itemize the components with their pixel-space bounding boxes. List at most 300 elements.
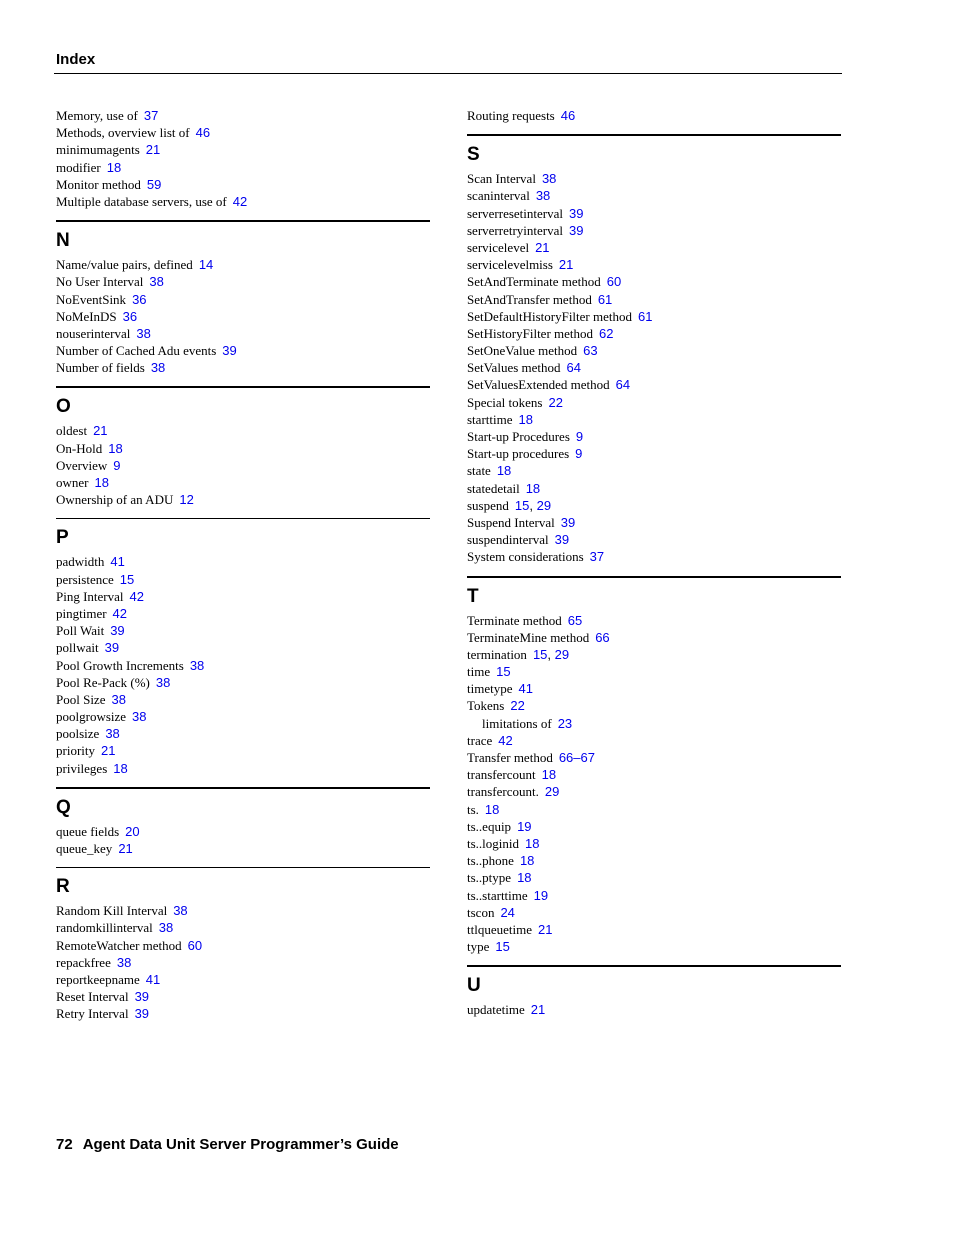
index-column-left bbox=[56, 107, 430, 1023]
page-refs bbox=[599, 326, 613, 341]
page-link[interactable]: 18 bbox=[496, 463, 512, 479]
page-refs bbox=[159, 920, 173, 935]
section-letter-p: P bbox=[56, 527, 69, 549]
page-link[interactable]: 66–67 bbox=[558, 750, 595, 765]
index-entry bbox=[56, 553, 430, 570]
index-entry bbox=[467, 646, 841, 663]
index-term: padwidth bbox=[56, 554, 105, 570]
page-link[interactable]: 41 bbox=[518, 681, 533, 697]
index-term: NoEventSink bbox=[56, 291, 127, 307]
index-term: Memory, use of bbox=[56, 108, 138, 123]
page-refs bbox=[130, 589, 144, 604]
page-link[interactable]: 62 bbox=[599, 325, 614, 341]
page-link[interactable]: 41 bbox=[110, 554, 125, 570]
page-link[interactable]: 36 bbox=[122, 308, 138, 324]
index-entry bbox=[56, 588, 430, 605]
page-link[interactable]: 39 bbox=[110, 623, 125, 639]
page-link[interactable]: 41 bbox=[145, 971, 161, 987]
index-term: Number of fields bbox=[56, 360, 145, 376]
index-entry bbox=[56, 474, 430, 491]
page-link[interactable]: 19 bbox=[517, 818, 532, 834]
index-term: updatetime bbox=[467, 1002, 525, 1018]
page-link[interactable]: 21 bbox=[93, 423, 108, 439]
index-term: On-Hold bbox=[56, 440, 103, 456]
index-entry bbox=[467, 697, 841, 714]
page-refs bbox=[561, 515, 575, 530]
page-refs bbox=[132, 292, 146, 307]
page-refs bbox=[95, 475, 109, 490]
page-link[interactable]: 38 bbox=[136, 325, 151, 341]
page-link[interactable]: 64 bbox=[566, 360, 581, 376]
index-term: Tokens bbox=[467, 698, 505, 714]
index-column-right bbox=[467, 107, 841, 1018]
index-term: SetAndTransfer method bbox=[467, 291, 592, 307]
page-link[interactable]: 9 bbox=[113, 457, 121, 473]
page-refs bbox=[199, 257, 213, 272]
header-rule bbox=[54, 73, 842, 74]
index-term: RemoteWatcher method bbox=[56, 937, 182, 953]
index-term: Number of Cached Adu events bbox=[56, 343, 217, 359]
page-link[interactable]: 38 bbox=[155, 674, 171, 690]
index-entry bbox=[467, 239, 841, 256]
index-entry bbox=[467, 107, 841, 124]
index-entry bbox=[467, 342, 841, 359]
page-link[interactable]: 39 bbox=[560, 514, 576, 530]
index-term: SetDefaultHistoryFilter method bbox=[467, 308, 633, 324]
index-term: Retry Interval bbox=[56, 1006, 129, 1022]
index-term: trace bbox=[467, 732, 493, 748]
index-entry bbox=[467, 428, 841, 445]
page-refs bbox=[558, 716, 572, 731]
index-entry bbox=[467, 783, 841, 800]
page-link[interactable]: 39 bbox=[104, 640, 120, 656]
index-entry bbox=[467, 445, 841, 462]
page-refs bbox=[146, 142, 160, 157]
page-refs bbox=[93, 423, 107, 438]
page-link[interactable]: 15 bbox=[496, 664, 511, 680]
index-term: Scan Interval bbox=[467, 171, 536, 187]
index-entry bbox=[467, 480, 841, 497]
index-entry bbox=[56, 954, 430, 971]
index-entry bbox=[56, 691, 430, 708]
index-term: TerminateMine method bbox=[467, 629, 590, 645]
page-link[interactable]: 21 bbox=[558, 257, 574, 273]
index-entry bbox=[56, 840, 430, 857]
index-entry bbox=[467, 852, 841, 869]
section-rule bbox=[467, 576, 841, 578]
page-refs bbox=[135, 989, 149, 1004]
index-entry bbox=[56, 971, 430, 988]
index-entry bbox=[467, 548, 841, 565]
index-entry bbox=[56, 325, 430, 342]
page-link[interactable]: 39 bbox=[222, 343, 237, 359]
index-term: pollwait bbox=[56, 640, 99, 656]
page-link[interactable]: 59 bbox=[146, 176, 162, 192]
page-link[interactable]: 24 bbox=[500, 904, 515, 920]
index-entry bbox=[467, 1001, 841, 1018]
index-term: oldest bbox=[56, 423, 88, 439]
page-refs bbox=[595, 630, 609, 645]
page-refs bbox=[535, 240, 549, 255]
page-refs bbox=[123, 309, 137, 324]
index-entry bbox=[467, 308, 841, 325]
section-rule bbox=[467, 965, 841, 967]
page-link[interactable]: 39 bbox=[569, 205, 584, 221]
page-refs bbox=[555, 532, 569, 547]
index-entry bbox=[467, 938, 841, 955]
page-refs: 15, 29 bbox=[514, 497, 552, 513]
page-refs bbox=[132, 709, 146, 724]
index-entry bbox=[467, 359, 841, 376]
index-entry bbox=[56, 988, 430, 1005]
page-link[interactable]: 66 bbox=[595, 629, 610, 645]
index-term: queue_key bbox=[56, 841, 113, 856]
index-entry bbox=[56, 107, 430, 124]
index-entry bbox=[467, 818, 841, 835]
index-term: ts..starttime bbox=[467, 887, 528, 903]
page-refs bbox=[156, 675, 170, 690]
page-link[interactable]: 18 bbox=[94, 475, 109, 490]
index-entry bbox=[467, 531, 841, 548]
page-link[interactable]: 18 bbox=[525, 835, 540, 851]
page-refs bbox=[568, 613, 582, 628]
page-link[interactable]: 14 bbox=[198, 257, 214, 273]
page-refs bbox=[538, 922, 552, 937]
page-link[interactable]: 42 bbox=[129, 588, 144, 604]
index-entry bbox=[467, 394, 841, 411]
index-entry bbox=[467, 732, 841, 749]
page-link[interactable]: 38 bbox=[541, 171, 557, 187]
page-refs bbox=[179, 492, 193, 507]
page-refs bbox=[500, 905, 514, 920]
page-refs bbox=[146, 972, 160, 987]
index-term: Monitor method bbox=[56, 176, 141, 192]
page-refs bbox=[519, 412, 533, 427]
index-term: starttime bbox=[467, 411, 513, 427]
page-link[interactable]: 42 bbox=[498, 732, 513, 748]
index-term: SetHistoryFilter method bbox=[467, 325, 594, 341]
page-refs: 15, 29 bbox=[532, 646, 570, 662]
index-entry bbox=[467, 187, 841, 204]
index-term: timetype bbox=[467, 681, 513, 697]
page-refs bbox=[188, 938, 202, 953]
page-link[interactable]: 23 bbox=[557, 715, 573, 731]
index-entry bbox=[56, 639, 430, 656]
page-refs bbox=[105, 640, 119, 655]
index-entry bbox=[56, 605, 430, 622]
page-refs bbox=[583, 343, 597, 358]
index-entry bbox=[467, 411, 841, 428]
index-term: Start-up procedures bbox=[467, 446, 570, 462]
page-link[interactable]: 36 bbox=[132, 291, 147, 307]
page-refs bbox=[118, 841, 132, 856]
page-refs bbox=[510, 698, 524, 713]
page-refs bbox=[495, 939, 509, 954]
page-link[interactable]: 46 bbox=[560, 108, 576, 123]
index-entry bbox=[467, 921, 841, 938]
page-refs bbox=[559, 750, 595, 765]
page-link[interactable]: 9 bbox=[575, 429, 584, 444]
index-entry bbox=[56, 571, 430, 588]
index-entry bbox=[467, 497, 841, 514]
page-link[interactable]: 18 bbox=[519, 853, 535, 869]
index-term: type bbox=[467, 939, 490, 955]
page-link[interactable]: 29 bbox=[544, 784, 560, 800]
index-entry bbox=[467, 869, 841, 886]
index-entry bbox=[56, 674, 430, 691]
index-entry bbox=[56, 193, 430, 210]
index-term: pingtimer bbox=[56, 605, 107, 621]
page-link[interactable]: 18 bbox=[541, 767, 557, 783]
page-link[interactable]: 37 bbox=[589, 549, 605, 565]
index-term: repackfree bbox=[56, 954, 111, 970]
page-refs bbox=[222, 343, 236, 358]
page-link[interactable]: 18 bbox=[484, 801, 500, 817]
index-term: transfercount. bbox=[467, 784, 539, 800]
page-link[interactable]: 39 bbox=[554, 532, 570, 548]
page-link[interactable]: 63 bbox=[583, 343, 598, 359]
index-entry bbox=[467, 749, 841, 766]
index-term: limitations of bbox=[482, 715, 552, 731]
index-term: SetValuesExtended method bbox=[467, 377, 610, 393]
index-term: servicelevel bbox=[467, 239, 530, 255]
section-letter-u: U bbox=[467, 975, 481, 997]
index-term: Overview bbox=[56, 457, 108, 473]
index-term: SetValues method bbox=[467, 360, 561, 376]
page-link[interactable]: 60 bbox=[187, 937, 203, 953]
index-term: randomkillinterval bbox=[56, 920, 153, 936]
index-term: Pool Size bbox=[56, 691, 106, 707]
page-link[interactable]: 38 bbox=[173, 903, 188, 919]
index-term: ts..ptype bbox=[467, 870, 512, 886]
index-term: minimumagents bbox=[56, 142, 140, 158]
page-link[interactable]: 18 bbox=[113, 760, 128, 776]
index-entry bbox=[56, 176, 430, 193]
page-link[interactable]: 42 bbox=[232, 193, 248, 209]
page-refs bbox=[136, 326, 150, 341]
page-link[interactable]: 18 bbox=[108, 440, 123, 456]
page-link[interactable]: 19 bbox=[533, 887, 549, 903]
page-refs bbox=[569, 206, 583, 221]
page-refs bbox=[485, 802, 499, 817]
index-term: Start-up Procedures bbox=[467, 429, 570, 444]
page-link[interactable]: 21 bbox=[145, 142, 161, 158]
index-term: ts..loginid bbox=[467, 835, 520, 851]
page-link[interactable]: 20 bbox=[125, 823, 140, 839]
page-refs bbox=[113, 761, 127, 776]
index-entry bbox=[467, 376, 841, 393]
page-link[interactable]: 39 bbox=[134, 989, 150, 1005]
page-refs bbox=[519, 681, 533, 696]
page-link[interactable]: 61 bbox=[597, 291, 613, 307]
index-entry bbox=[56, 141, 430, 158]
index-entry bbox=[56, 491, 430, 508]
page-link[interactable]: 21 bbox=[101, 743, 116, 759]
page-link[interactable]: 65 bbox=[567, 612, 583, 628]
page-link[interactable]: 38 bbox=[116, 954, 132, 970]
section-rule bbox=[467, 134, 841, 136]
index-entry bbox=[467, 273, 841, 290]
index-term: suspend bbox=[467, 497, 509, 513]
page-link[interactable]: 15 bbox=[532, 646, 548, 662]
page-link[interactable]: 39 bbox=[569, 222, 584, 238]
index-entry bbox=[467, 801, 841, 818]
page-link[interactable]: 18 bbox=[518, 411, 533, 427]
index-term: serverretryinterval bbox=[467, 222, 564, 238]
index-term: Ownership of an ADU bbox=[56, 492, 174, 508]
index-term: Name/value pairs, defined bbox=[56, 257, 193, 273]
page-link[interactable]: 46 bbox=[195, 125, 211, 141]
page-refs bbox=[569, 223, 583, 238]
index-entry bbox=[467, 629, 841, 646]
index-term: ts. bbox=[467, 801, 479, 817]
page-refs bbox=[233, 194, 247, 209]
index-entry bbox=[56, 440, 430, 457]
page-link[interactable]: 38 bbox=[105, 726, 120, 742]
index-entry bbox=[56, 308, 430, 325]
page-link[interactable]: 21 bbox=[118, 841, 133, 856]
page-refs bbox=[111, 692, 125, 707]
page-link[interactable]: 15 bbox=[514, 497, 530, 513]
page-refs bbox=[526, 481, 540, 496]
index-term: transfercount bbox=[467, 767, 536, 783]
page-link[interactable]: 38 bbox=[149, 274, 164, 290]
index-entry bbox=[467, 325, 841, 342]
index-term: suspendinterval bbox=[467, 532, 549, 548]
index-term: reportkeepname bbox=[56, 971, 140, 987]
section-rule bbox=[56, 787, 430, 789]
page-link[interactable]: 37 bbox=[143, 108, 159, 123]
page-link[interactable]: 61 bbox=[638, 308, 653, 324]
page-link[interactable]: 15 bbox=[495, 939, 510, 955]
page-link[interactable]: 12 bbox=[179, 492, 194, 508]
index-term: Terminate method bbox=[467, 612, 562, 628]
page-refs bbox=[576, 429, 583, 444]
book-title: Agent Data Unit Server Programmer’s Guide bbox=[82, 1136, 399, 1153]
index-entry bbox=[56, 273, 430, 290]
page-refs bbox=[545, 784, 559, 799]
page-refs bbox=[105, 726, 119, 741]
index-entry bbox=[467, 222, 841, 239]
index-entry bbox=[56, 457, 430, 474]
index-entry bbox=[56, 1005, 430, 1022]
section-letter-q: Q bbox=[56, 796, 71, 818]
index-entry bbox=[467, 835, 841, 852]
index-entry bbox=[56, 291, 430, 308]
index-entry bbox=[467, 205, 841, 222]
index-term: persistence bbox=[56, 571, 114, 587]
section-rule bbox=[56, 518, 430, 519]
index-entry bbox=[56, 823, 430, 840]
page-refs bbox=[196, 125, 210, 140]
page-link[interactable]: 29 bbox=[536, 497, 552, 513]
page-refs bbox=[534, 888, 548, 903]
index-term: SetOneValue method bbox=[467, 343, 578, 359]
index-entry bbox=[56, 622, 430, 639]
page-footer bbox=[56, 1136, 399, 1153]
section-letter-t: T bbox=[467, 585, 479, 607]
page-link[interactable]: 64 bbox=[615, 377, 631, 393]
index-term: Ping Interval bbox=[56, 588, 124, 604]
page-refs bbox=[542, 767, 556, 782]
page-link[interactable]: 38 bbox=[132, 709, 147, 725]
index-entry bbox=[56, 937, 430, 954]
page-link[interactable]: 38 bbox=[189, 657, 205, 673]
index-term: Routing requests bbox=[467, 108, 555, 123]
page-link[interactable]: 22 bbox=[510, 698, 525, 714]
index-term: NoMeInDS bbox=[56, 308, 117, 324]
index-term: termination bbox=[467, 646, 527, 662]
page-refs bbox=[144, 108, 158, 123]
index-term: poolsize bbox=[56, 726, 100, 742]
page-refs bbox=[575, 446, 582, 461]
page-refs bbox=[607, 274, 621, 289]
page-link[interactable]: 21 bbox=[537, 921, 553, 937]
index-entry bbox=[467, 663, 841, 680]
page-link[interactable]: 21 bbox=[530, 1002, 546, 1018]
index-term: ts..equip bbox=[467, 818, 512, 834]
page-refs bbox=[190, 658, 204, 673]
index-entry bbox=[56, 342, 430, 359]
running-header-title: Index bbox=[56, 51, 96, 68]
index-term: time bbox=[467, 664, 491, 680]
page-refs bbox=[497, 463, 511, 478]
page-link[interactable]: 22 bbox=[548, 394, 563, 410]
page-refs bbox=[498, 733, 512, 748]
index-term: Special tokens bbox=[467, 394, 543, 410]
index-term: tscon bbox=[467, 904, 495, 920]
index-term: Pool Re-Pack (%) bbox=[56, 674, 150, 690]
page-link[interactable]: 18 bbox=[517, 870, 532, 886]
index-term: ts..phone bbox=[467, 853, 514, 869]
page-refs bbox=[135, 1006, 149, 1021]
page-number: 72 bbox=[56, 1136, 73, 1153]
page-link[interactable]: 42 bbox=[112, 605, 128, 621]
page-refs bbox=[173, 903, 187, 918]
index-term: serverresetinterval bbox=[467, 205, 564, 221]
page-refs bbox=[113, 606, 127, 621]
page-refs bbox=[531, 1002, 545, 1017]
index-term: scaninterval bbox=[467, 188, 530, 204]
index-term: nouserinterval bbox=[56, 325, 131, 341]
page-link[interactable]: 38 bbox=[111, 691, 126, 707]
page-link[interactable]: 38 bbox=[158, 920, 174, 936]
page-link[interactable]: 29 bbox=[554, 646, 570, 662]
index-term: SetAndTerminate method bbox=[467, 274, 601, 290]
page-refs bbox=[536, 188, 550, 203]
page-link[interactable]: 38 bbox=[535, 188, 551, 204]
index-term: System considerations bbox=[467, 549, 584, 565]
index-term: Multiple database servers, use of bbox=[56, 193, 227, 209]
page-refs bbox=[598, 292, 612, 307]
index-entry bbox=[56, 359, 430, 376]
page-link[interactable]: 9 bbox=[575, 446, 583, 462]
page-refs bbox=[638, 309, 652, 324]
section-letter-r: R bbox=[56, 876, 70, 898]
page-link[interactable]: 21 bbox=[535, 239, 550, 255]
page-link[interactable]: 60 bbox=[606, 274, 622, 290]
page-link[interactable]: 38 bbox=[150, 360, 166, 376]
index-entry bbox=[56, 902, 430, 919]
section-rule bbox=[56, 386, 430, 388]
page-link[interactable]: 39 bbox=[134, 1006, 150, 1022]
page-link[interactable]: 18 bbox=[525, 480, 541, 496]
index-term: ttlqueuetime bbox=[467, 921, 532, 937]
index-entry bbox=[467, 904, 841, 921]
page-link[interactable]: 15 bbox=[119, 571, 135, 587]
page-link[interactable]: 18 bbox=[106, 159, 122, 175]
index-entry bbox=[467, 715, 841, 732]
